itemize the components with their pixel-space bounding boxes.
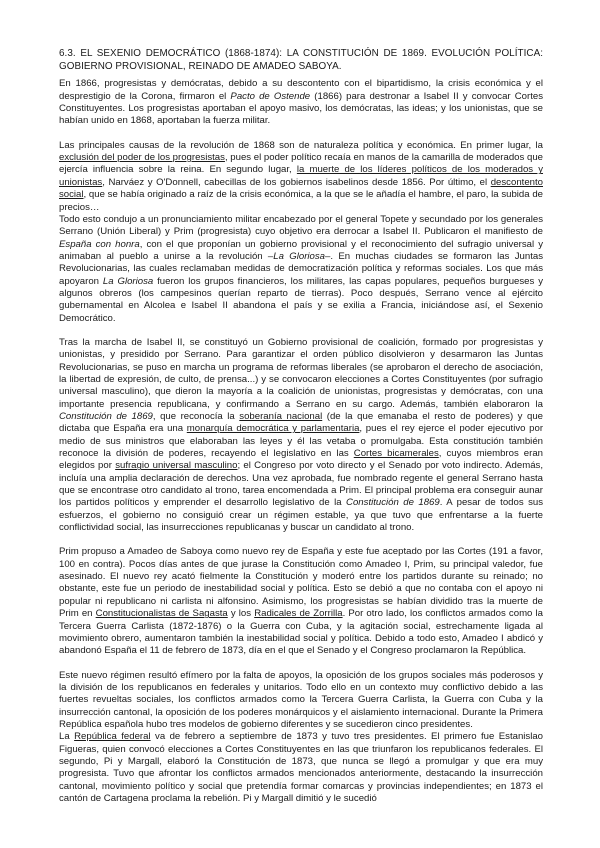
paragraph-republica-federal: La República federal va de febrero a septiembre de 1873 y tuvo tres presidentes. El primero fue Estanislao Figueras, quien convocó elecciones a Cortes Constituyentes en las que triunfaron los republicanos federales. El segundo, Pi y Margall, elaboró la Constitución de 1873, que nunca se llegó a promulgar y que era muy progresista. Tuvo que afrontar los conflictos armados mencionados anteriormente, destacando la insurrección cantonal, movimiento político y social que pretendía formar comarcas y provincias independientes; en 1873 el cantón de Cartagena proclama la rebelión. Pi y Margall dimitió y le sucedió: [59, 731, 544, 804]
paragraph-pronunciamiento: Todo esto condujo a un pronunciamiento militar encabezado por el general Topete y secundado por los generales Serrano (Unión Liberal) y Prim (progresista) cuyo objetivo era derrocar a Isabel II. Publicaron el manifiesto de España con honra, con el que proponían un gobierno provisional y el reconocimiento del sufragio universal y animaban al pueblo a unirse a la revolución –La Gloriosa–. En muchas ciudades se formaron las Juntas Revolucionarias, las cuales reclamaban medidas de democratización política y reformas sociales. Los que más apoyaron La Gloriosa fueron los grupos financieros, los militares, las capas populares, pequeños burgueses y algunos obreros (los campesinos querían reparto de tierras). Poco después, Serrano vence al ejército gubernamental en Alcolea e Isabel II abandona el país y se exilia a Francia, iniciándose así, el Sexenio Democrático.: [59, 213, 544, 324]
paragraph-causas: Las principales causas de la revolución de 1868 son de naturaleza política y económica. En primer lugar, la exclusión del poder de los progresistas, pues el poder político recaía en manos de la camarilla de moderados que ejercía influencia sobre la reina. En segundo lugar, la muerte de los líderes políticos de los moderados y unionistas, Narváez y O'Donnell, cabecillas de los gobiernos isabelinos desde 1856. Por último, el descontento social, que se había originado a raíz de la crisis económica, a la que se le añadía el hambre, el paro, la subida de precios…: [59, 139, 544, 213]
paragraph-gobierno-provisional: Tras la marcha de Isabel II, se constituyó un Gobierno provisional de coalición, formado por progresistas y unionistas, y presidido por Serrano. Para garantizar el orden público disolvieron y desarmaron las Juntas Revolucionarias, se puso en marcha un programa de reformas liberales (se aprobaron el derecho de asociación, la libertad de expresión, de culto, de prensa...) y se convocaron elecciones a Cortes Constituyentes (por sufragio universal masculino), que dieron la mayoría a la coalición de unionistas, progresistas y demócratas, con una importante presencia republicana, y confirmando a Serrano en su cargo. Además, también elaboraron la Constitución de 1869, que reconocía la soberanía nacional (de la que emanaba el resto de poderes) y que dictaba que España era una monarquía democrática y parlamentaria, pues el rey ejerce el poder ejecutivo por medio de sus ministros que elaboraban las leyes y él las vetaba o promulgaba. Esta constitución también reconoce la división de poderes, recayendo el legislativo en las Cortes bicamerales, cuyos miembros eran elegidos por sufragio universal masculino; el Congreso por voto directo y el Senado por voto indirecto. Además, incluía una amplia declaración de derechos. Una vez aprobada, fue nombrado regente el general Serrano hasta que se encontrase otro candidato al trono, tarea encomendada a Prim. El principal problema era conseguir aunar los partidos políticos y emprender el desarrollo legislativo de la Constitución de 1869. A pesar de todos sus esfuerzos, el gobierno no consiguió crear un régimen estable, ya que tuvo que enfrentarse a la fuerte conflictividad social, las insurrecciones republicanas y buscar un candidato al trono.: [59, 336, 544, 534]
page-title: 6.3. EL SEXENIO DEMOCRÁTICO (1868-1874): LA CONSTITUCIÓN DE 1869. EVOLUCIÓN POLÍTICA: GOBIERNO PROVISIONAL, REINADO DE AMADEO SABOYA.: [59, 48, 543, 72]
paragraph-primera-republica: Este nuevo régimen resultó efímero por la falta de apoyos, la oposición de los grupos sociales más poderosos y la división de los republicanos en federales y unitarios. Todo ello en un contexto muy conflictivo debido a las fuertes revueltas sociales, los conflictos armados como la Tercera Guerra Carlista, la Guerra con Cuba y la insurrección cantonal, la oposición de los poderes monárquicos y el aislamiento internacional. Durante la Primera República española hubo tres modelos de gobierno diferentes y se sucedieron cinco presidentes.: [59, 669, 543, 730]
paragraph-amadeo-saboya: Prim propuso a Amadeo de Saboya como nuevo rey de España y este fue aceptado por las Cortes (191 a favor, 100 en contra). Pocos días antes de que jurase la Constitución como Amadeo I, Prim, su principal valedor, fue asesinado. El nuevo rey acató fielmente la Constitución y moderó entre los partidos durante su reinado; no obstante, este fue un periodo de inestabilidad social y política. Esto se debió a que no contaba con el apoyo ni popular ni republicano ni carlista ni alfonsino. Asimismo, los progresistas se habían dividido tras la muerte de Prim en Constitucionalistas de Sagasta y los Radicales de Zorrilla. Por otro lado, los conflictos armados como la Tercera Guerra Carlista (1872-1876) o la Guerra con Cuba, y la agitación social, estrechamente ligada al movimiento obrero, aumentaron también la inestabilidad social y política. Debido a todo esto, Amadeo I abdicó y abandonó España el 11 de febrero de 1873, día en el que el Senado y el Congreso proclamaron la República.: [59, 546, 543, 657]
document-page: [59, 48, 543, 805]
paragraph-pacto-ostende: En 1866, progresistas y demócratas, debido a su descontento con el bipartidismo, la crisis económica y el desprestigio de la Corona, firmaron el Pacto de Ostende (1866) para destronar a Isabel II y convocar Cortes Constituyentes. Los progresistas aportaban el apoyo masivo, los demócratas, las ideas; y los unionistas, que se habían unido en 1868, aportaban la fuerza militar.: [59, 78, 544, 127]
